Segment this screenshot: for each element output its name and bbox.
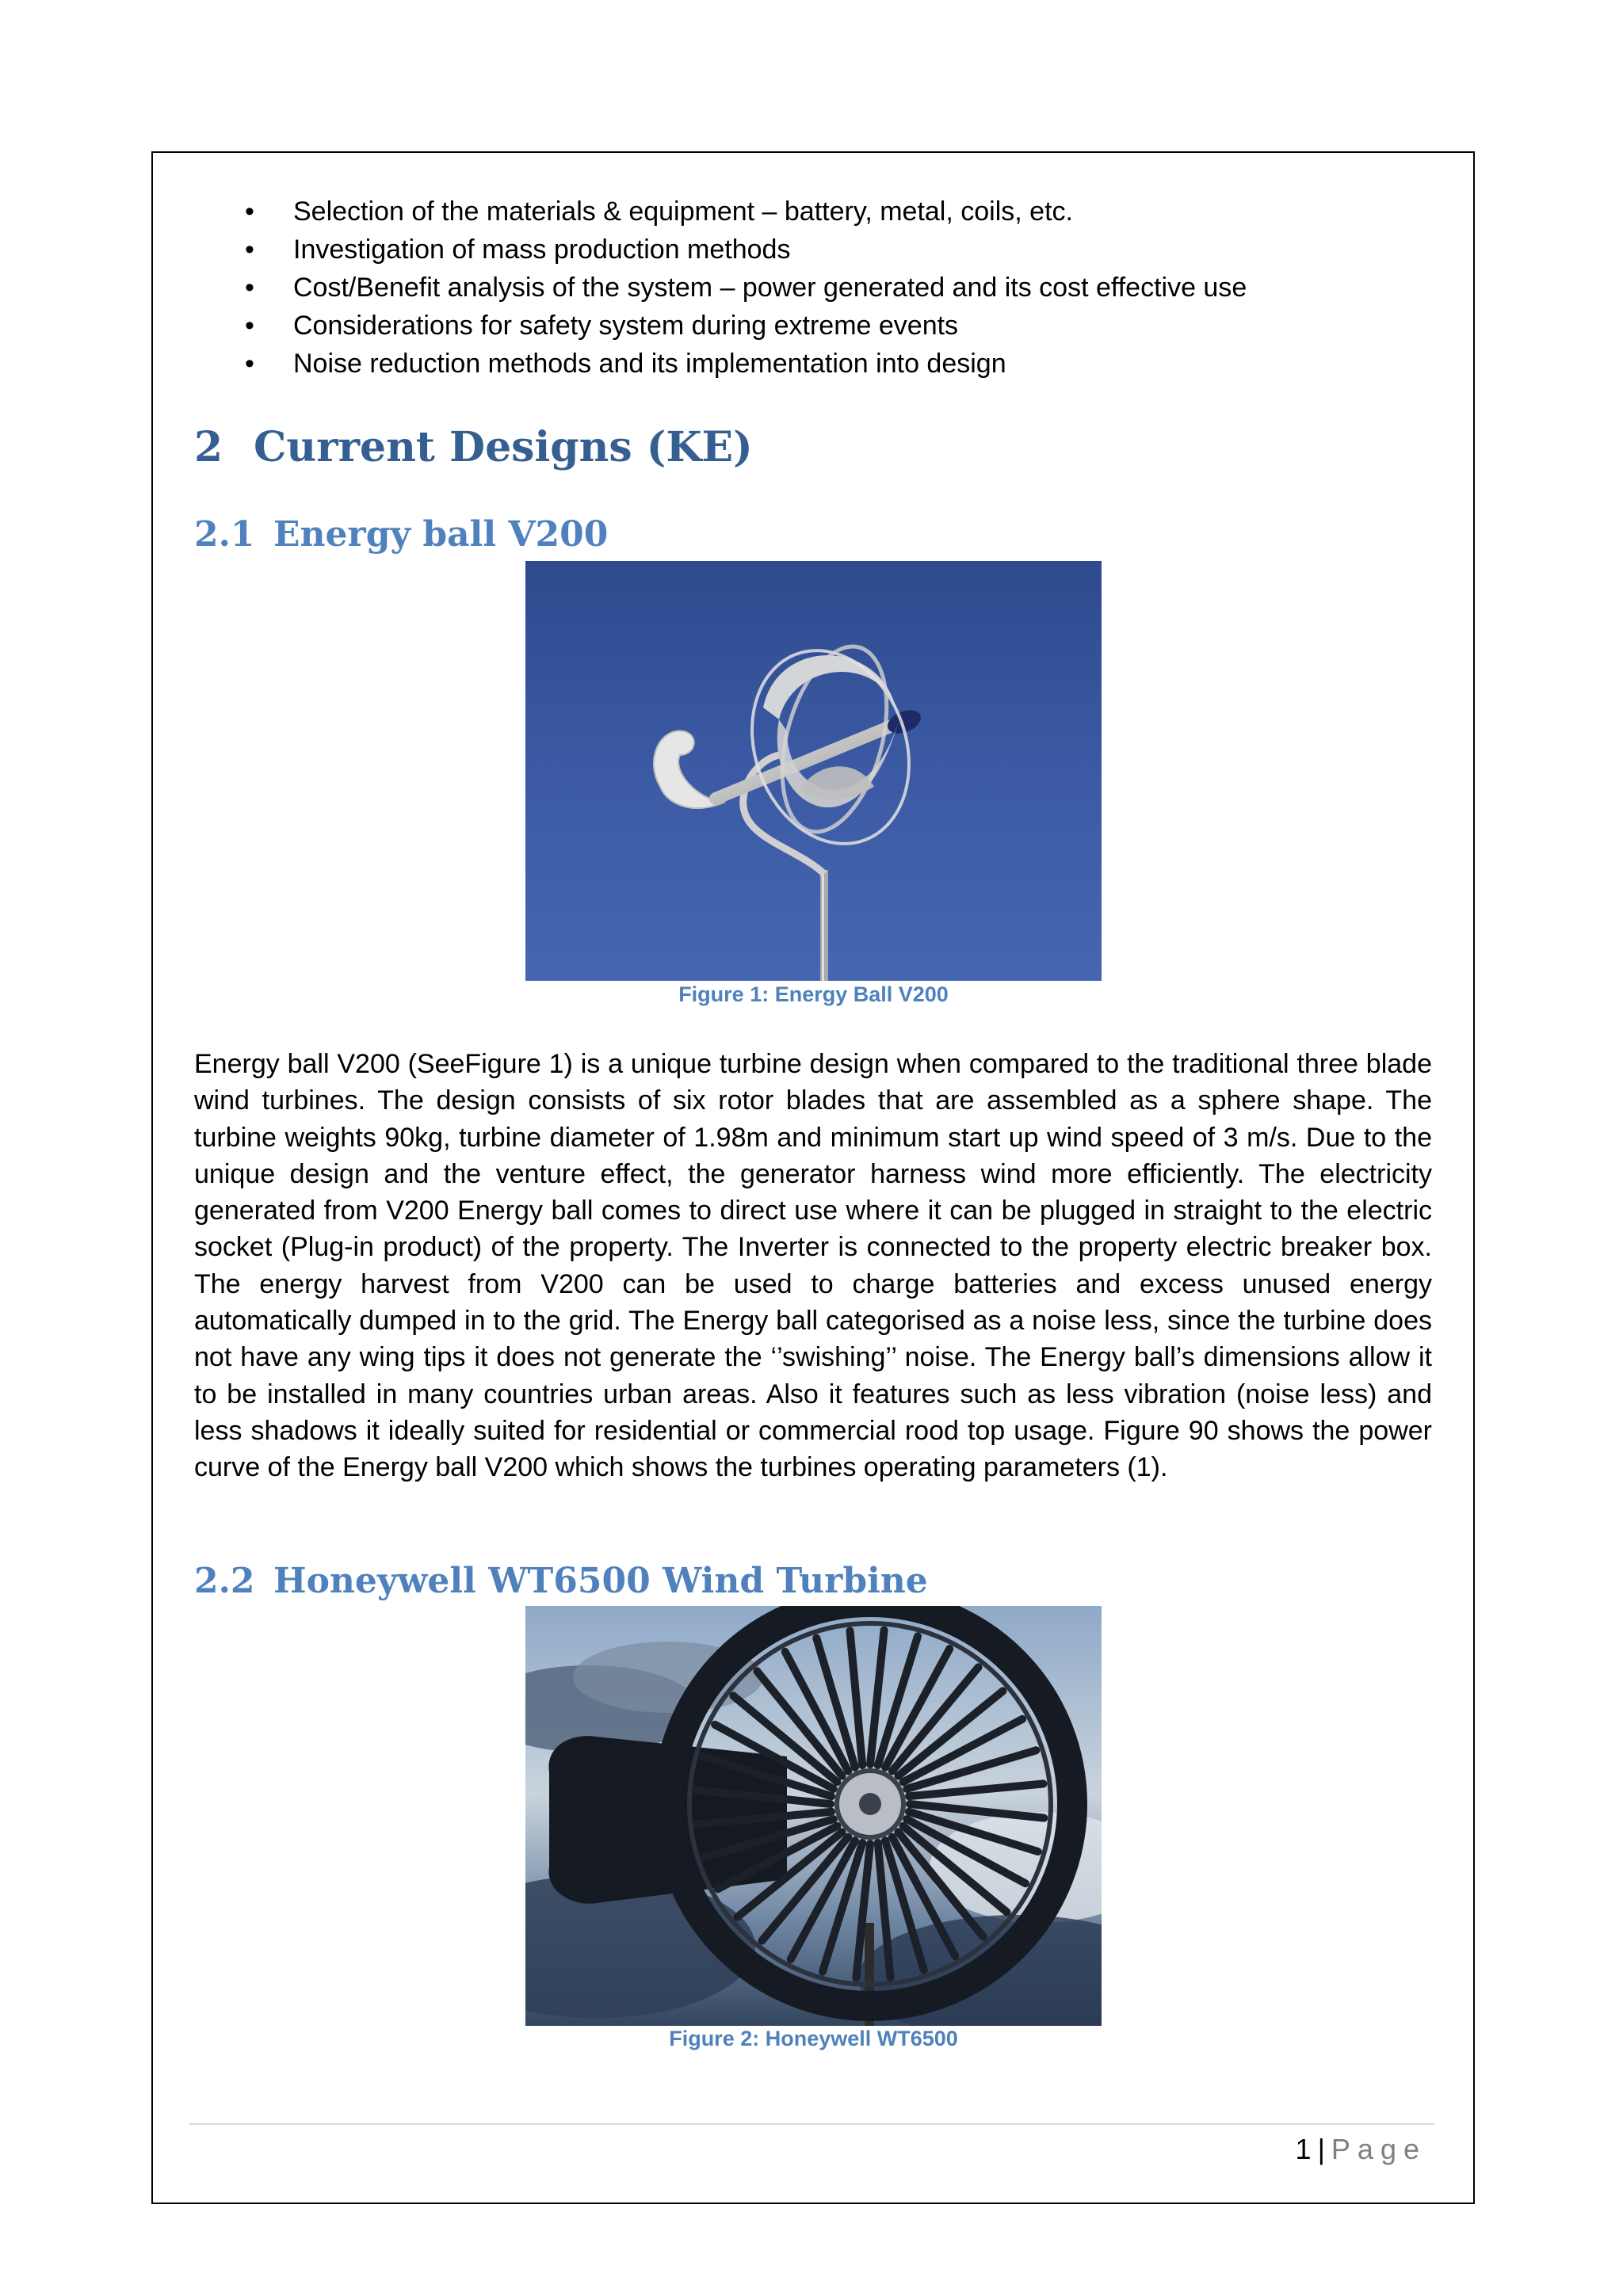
subsection-number: 2.1	[194, 514, 255, 555]
energy-ball-image	[525, 561, 1102, 981]
bullet-icon: •	[245, 235, 254, 265]
footer-divider	[189, 2123, 1434, 2125]
section-title: Current Designs (KE)	[254, 423, 753, 471]
section-heading	[194, 420, 753, 475]
list-item	[194, 345, 1462, 383]
list-item	[194, 307, 1462, 345]
page-number: 1	[1295, 2133, 1312, 2165]
section-number: 2	[194, 423, 223, 471]
bullet-text: Cost/Benefit analysis of the system – power generated and its cost effective use	[293, 273, 1247, 303]
subsection-title: Energy ball V200	[273, 514, 609, 555]
figure-caption-2: Figure 2: Honeywell WT6500	[669, 2027, 958, 2050]
figure-caption-1: Figure 1: Energy Ball V200	[678, 982, 949, 1006]
subsection-number: 2.2	[194, 1561, 255, 1601]
bullet-icon: •	[245, 273, 254, 303]
bullet-text: Selection of the materials & equipment – battery, metal, coils, etc.	[293, 196, 1073, 227]
subsection-heading-energy-ball	[194, 511, 608, 559]
list-item	[194, 193, 1462, 231]
list-item	[194, 231, 1462, 269]
list-item	[194, 269, 1462, 307]
page-word: Page	[1331, 2133, 1426, 2165]
bullet-icon: •	[245, 196, 254, 227]
footer-separator: |	[1317, 2133, 1325, 2165]
bullet-icon: •	[245, 349, 254, 379]
page-footer	[1296, 2130, 1426, 2169]
subsection-heading-honeywell	[194, 1558, 928, 1605]
bullet-list	[194, 193, 1462, 383]
bullet-text: Noise reduction methods and its implementation into design	[293, 349, 1006, 379]
subsection-title: Honeywell WT6500 Wind Turbine	[273, 1561, 928, 1601]
honeywell-turbine-image	[525, 1606, 1102, 2026]
body-paragraph: Energy ball V200 (SeeFigure 1) is a unique turbine design when compared to the traditional three blade wind turbines. The design consists of six rotor blades that are assembled as a sphere shape. The turbine weights 90kg, turbine diameter of 1.98m and minimum start up wind speed of 3 m/s. Due to the unique design and the venture effect, the generator harness wind more efficiently. The electricity generated from V200 Energy ball comes to direct use where it can be plugged in straight to the electric socket (Plug-in product) of the property. The Inverter is connected to the property electric breaker box. The energy harvest from V200 can be used to charge batteries and excess unused energy automatically dumped in to the grid. The Energy ball categorised as a noise less, since the turbine does not have any wing tips it does not generate the ‘’swishing’’ noise. The Energy ball’s dimensions allow it to be installed in many countries urban areas. Also it features such as less vibration (noise less) and less shadows it ideally suited for residential or commercial rood top usage. Figure 90 shows the power curve of the Energy ball V200 which shows the turbines operating parameters (1).	[194, 1049, 1432, 1483]
bullet-text: Considerations for safety system during extreme events	[293, 311, 959, 341]
bullet-icon: •	[245, 311, 254, 341]
bullet-text: Investigation of mass production methods	[293, 235, 791, 265]
